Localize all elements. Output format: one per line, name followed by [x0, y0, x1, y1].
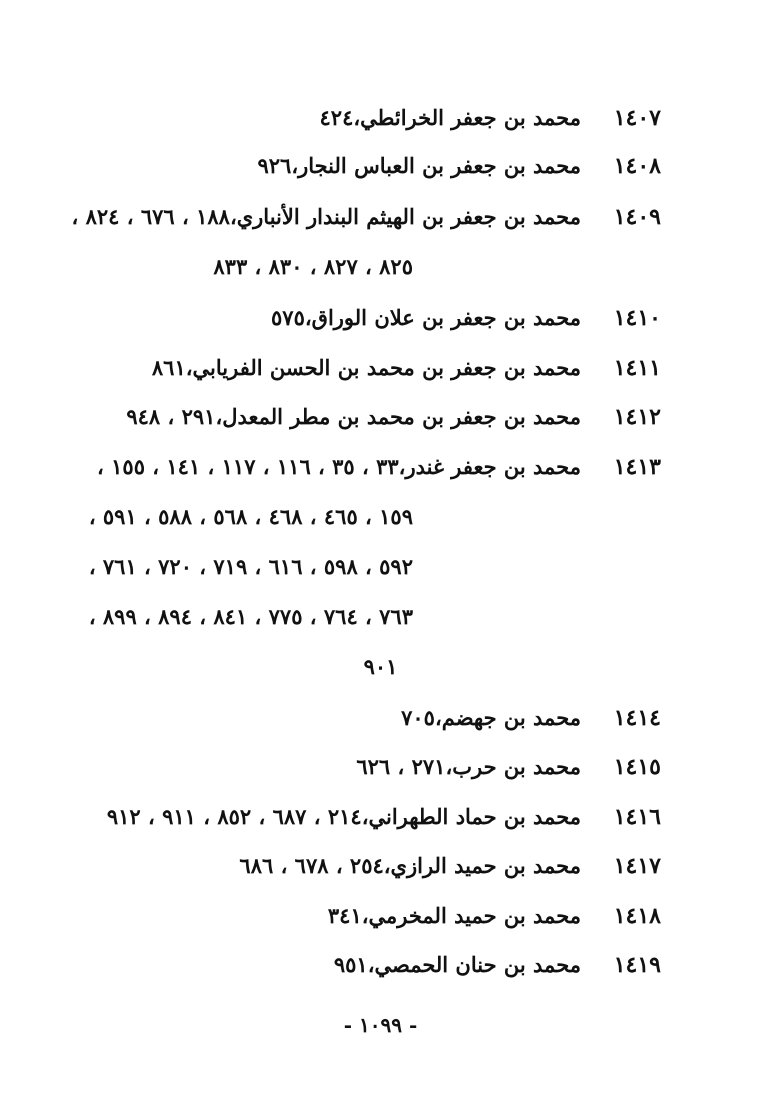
entry-number: ١٤٠٧: [613, 105, 661, 131]
entry-text: محمد بن حماد الطهراني،٢١٤ ، ٦٨٧ ، ٨٥٢ ، ٩١١ ، ٩١٢: [106, 804, 581, 829]
index-entry-1414: [0, 698, 761, 738]
entry-text: محمد بن جعفر بن محمد بن مطر المعدل،٢٩١ ، ٩٤٨: [126, 404, 581, 429]
entry-number: ١٤١٧: [613, 853, 661, 879]
entry-number: ١٤١٩: [613, 952, 661, 978]
entry-number: ١٤١١: [613, 355, 661, 381]
entry-number: ١٤٠٩: [613, 204, 661, 230]
entry-text: محمد بن جعفر بن محمد بن الحسن الفريابي،٨٦١: [151, 355, 581, 380]
index-entry-1412: [0, 397, 761, 437]
entry-number: ١٤١٢: [613, 404, 661, 430]
entry-number: ١٤١٨: [613, 903, 661, 929]
entry-text: محمد بن جعفر بن العباس النجار،٩٢٦: [257, 153, 581, 178]
index-entry-1408: [0, 146, 761, 186]
entry-text: محمد بن حنان الحمصي،٩٥١: [333, 952, 581, 977]
entry-continuation: ٧٦٣ ، ٧٦٤ ، ٧٧٥ ، ٨٤١ ، ٨٩٤ ، ٨٩٩ ،: [88, 604, 413, 629]
page-number: - ١٠٩٩ -: [343, 1013, 418, 1037]
entry-continuation: ١٥٩ ، ٤٦٥ ، ٤٦٨ ، ٥٦٨ ، ٥٨٨ ، ٥٩١ ،: [88, 504, 413, 529]
index-entry-1416: [0, 797, 761, 837]
entry-text: محمد بن جعفر بن علان الوراق،٥٧٥: [271, 305, 581, 330]
entry-text: محمد بن جعفر بن الهيثم البندار الأنباري،١٨٨ ، ٦٧٦ ، ٨٢٤ ،: [71, 204, 581, 229]
entry-number: ١٤١٠: [613, 305, 661, 331]
entry-number: ١٤١٣: [613, 454, 661, 480]
entry-text: محمد بن حميد المخرمي،٣٤١: [327, 903, 581, 928]
entry-number: ١٤١٤: [613, 705, 661, 731]
entry-text: محمد بن حرب،٢٧١ ، ٦٢٦: [356, 754, 581, 779]
index-entry-1411: [0, 348, 761, 388]
entry-text: محمد بن حميد الرازي،٢٥٤ ، ٦٧٨ ، ٦٨٦: [239, 853, 581, 878]
index-entry-1409: [0, 197, 761, 237]
entry-number: ١٤١٥: [613, 754, 661, 780]
index-entry-1419: [0, 945, 761, 985]
index-entry-1410: [0, 298, 761, 338]
index-entry-1418: [0, 896, 761, 936]
entry-continuation: ٨٢٥ ، ٨٢٧ ، ٨٣٠ ، ٨٣٣: [213, 254, 413, 279]
entry-continuation: ٥٩٢ ، ٥٩٨ ، ٦١٦ ، ٧١٩ ، ٧٢٠ ، ٧٦١ ،: [88, 554, 413, 579]
entry-text: محمد بن جهضم،٧٠٥: [401, 705, 581, 730]
index-entry-1413: [0, 447, 761, 487]
entry-continuation: ٩٠١: [363, 654, 398, 679]
entry-number: ١٤١٦: [613, 804, 661, 830]
entry-number: ١٤٠٨: [613, 153, 661, 179]
index-entry-1417: [0, 846, 761, 886]
entry-text: محمد بن جعفر الخرائطي،٤٢٤: [319, 105, 581, 130]
index-entry-1407: [0, 98, 761, 138]
entry-text: محمد بن جعفر غندر،٣٣ ، ٣٥ ، ١١٦ ، ١١٧ ، ١٤١ ، ١٥٥ ،: [97, 454, 581, 479]
index-entry-1415: [0, 747, 761, 787]
